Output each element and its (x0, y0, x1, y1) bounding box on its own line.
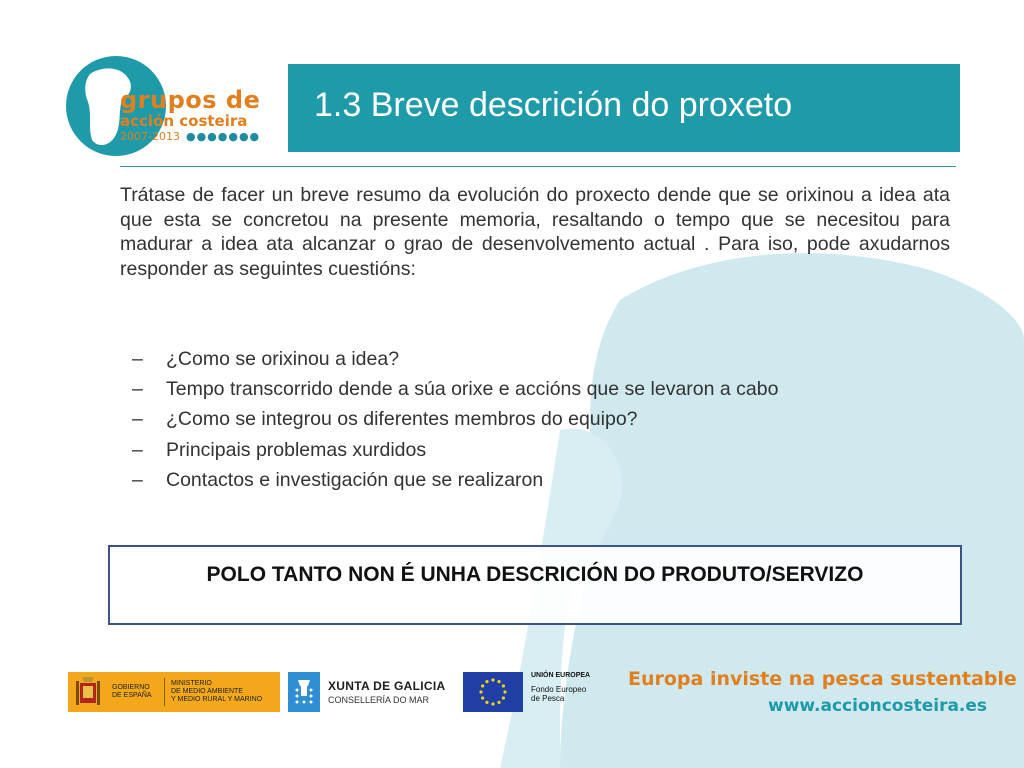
gobierno-espana-logo (68, 672, 280, 712)
logo-dots: ●●●●●●● (185, 130, 261, 143)
notice-box (108, 545, 962, 625)
notice-text: POLO TANTO NON É UNHA DESCRICIÓN DO PRODUTO/SERVIZO (206, 563, 864, 586)
list-item-text: ¿Como se orixinou a idea? (166, 348, 400, 370)
grupos-accion-costeira-logo (62, 52, 274, 164)
list-item-text: Tempo transcorrido dende a súa orixe e accións que se levaron a cabo (166, 378, 779, 401)
title-bar (288, 64, 960, 152)
list-item (132, 465, 932, 495)
eu-fund-line-2: de Pesca (531, 694, 565, 703)
page-title: 1.3 Breve descrición do proxeto (314, 86, 793, 124)
logo-years: 2007-2013 (120, 130, 180, 143)
ministerio-line-3: Y MEDIO RURAL Y MARINO (171, 696, 263, 703)
list-item-text: Principais problemas xurdidos (166, 438, 427, 461)
galicia-emblem-icon (288, 672, 320, 712)
union-europea-logo (463, 672, 613, 716)
bullet-dash: – (132, 378, 143, 401)
bullet-dash: – (132, 438, 143, 461)
intro-paragraph: Trátase de facer un breve resumo da evolución do proxecto dende que se orixinou a idea ata que esta se concretou na presente memoria, resaltando o tempo que se necesitou para madurar a idea ata alcanzar o grao de desenvolvemento actual . Para iso, pode axudarnos responder as seguintes cuestións: (120, 184, 950, 280)
bullet-dash: – (132, 468, 143, 491)
footer-website: www.accioncosteira.es (768, 696, 988, 716)
list-item (132, 344, 932, 374)
logo-line-grupos: grupos de (120, 86, 261, 114)
footer-slogan: Europa inviste na pesca sustentable (628, 668, 1017, 690)
list-item-text: Contactos e investigación que se realizaron (166, 468, 544, 491)
question-list (132, 344, 932, 495)
ministerio-line-2: DE MEDIO AMBIENTE (171, 688, 243, 695)
bullet-dash: – (132, 408, 143, 431)
title-divider (120, 166, 956, 167)
list-item (132, 404, 932, 434)
bullet-dash: – (132, 348, 143, 370)
eu-flag-icon (463, 672, 523, 712)
spain-coat-of-arms-icon (68, 672, 108, 712)
eu-name: UNIÓN EUROPEA (531, 672, 591, 679)
list-item-text: ¿Como se integrou os diferentes membros do equipo? (166, 408, 638, 431)
gobierno-line-2: DE ESPAÑA (112, 692, 152, 699)
list-item (132, 374, 932, 404)
xunta-galicia-logo (288, 670, 458, 714)
xunta-name: XUNTA DE GALICIA (328, 679, 446, 693)
ministerio-line-1: MINISTERIO (171, 680, 212, 687)
gobierno-line-1: GOBIERNO (112, 684, 150, 691)
eu-fund-line-1: Fondo Europeo (531, 685, 587, 694)
footer-logos (0, 660, 1024, 730)
logo-line-accion: acción costeira (120, 112, 248, 130)
list-item (132, 435, 932, 465)
xunta-department: CONSELLERÍA DO MAR (328, 695, 430, 705)
